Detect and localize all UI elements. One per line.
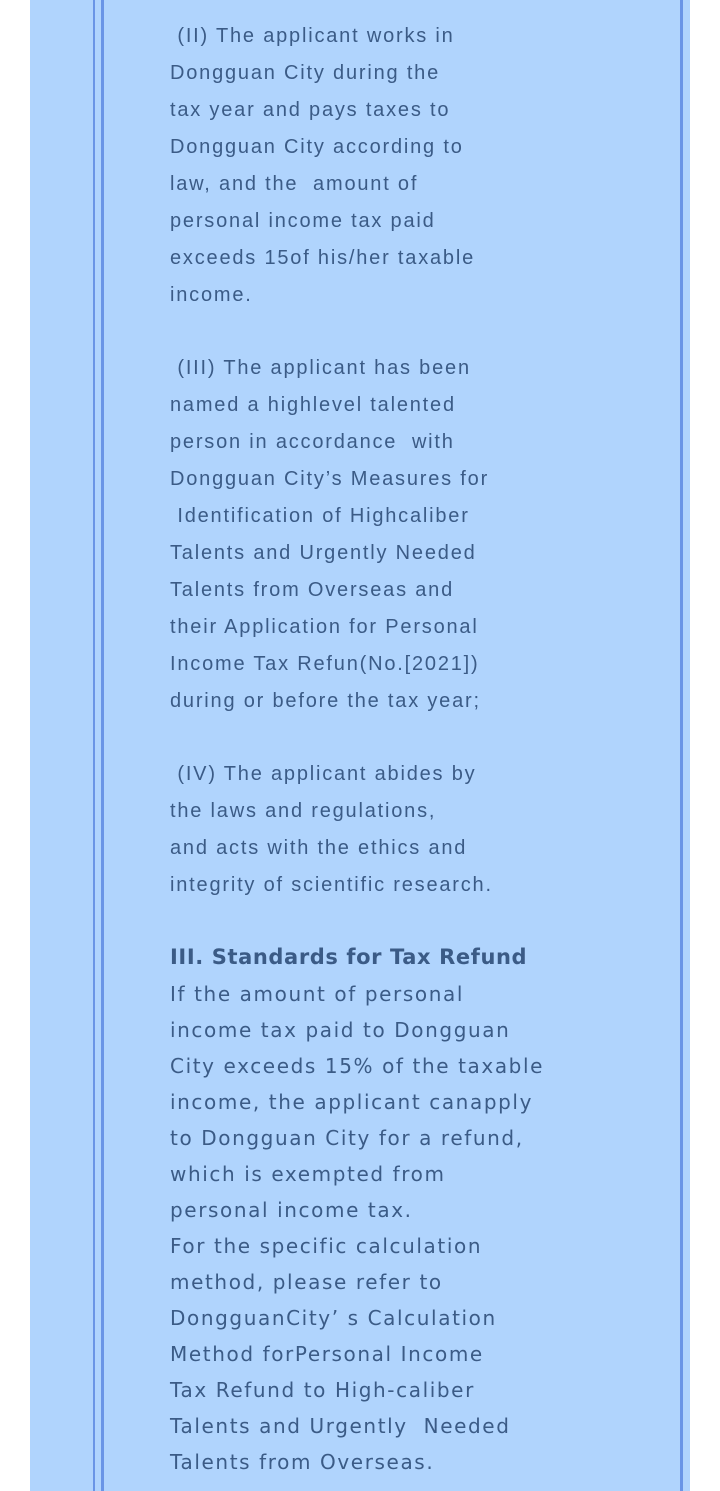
text-line: If the amount of personal (170, 982, 465, 1006)
text-line: Income Tax Refun(No.[2021]) (170, 653, 480, 675)
text-line: person in accordance with (170, 431, 455, 453)
text-line: (III) The applicant has been (170, 357, 471, 379)
text-line: exceeds 15of his/her taxable (170, 247, 476, 269)
text-line: and acts with the ethics and (170, 837, 468, 859)
text-line: personal income tax. (170, 1198, 413, 1222)
text-line: City exceeds 15% of the taxable (170, 1054, 545, 1078)
right-border-line (680, 0, 683, 1491)
text-line: Talents from Overseas. (170, 1450, 435, 1474)
text-line: For the specific calculation (170, 1234, 483, 1258)
text-line: income. (170, 284, 253, 306)
text-line: Dongguan City during the (170, 62, 441, 84)
text-line: to Dongguan City for a refund, (170, 1126, 524, 1150)
text-line: tax year and pays taxes to (170, 99, 451, 121)
text-line: Talents and Urgently Needed (170, 1414, 511, 1438)
text-line: the laws and regulations, (170, 800, 437, 822)
text-line: (II) The applicant works in (170, 25, 455, 47)
text-line: during or before the tax year; (170, 690, 481, 712)
text-line: Identification of Highcaliber (170, 505, 470, 527)
text-line: Talents from Overseas and (170, 579, 454, 601)
text-line: Dongguan City’s Measures for (170, 468, 490, 490)
document-panel (30, 0, 690, 1491)
text-line: income tax paid to Dongguan (170, 1018, 511, 1042)
text-line: their Application for Personal (170, 616, 479, 638)
condition-iii-paragraph (170, 350, 489, 720)
standards-paragraph (170, 976, 544, 1480)
text-line: income, the applicant canapply (170, 1090, 533, 1114)
text-line: method, please refer to (170, 1270, 443, 1294)
text-line: law, and the amount of (170, 173, 419, 195)
section-heading: III. Standards for Tax Refund (170, 945, 528, 969)
text-line: Method forPersonal Income (170, 1342, 484, 1366)
text-line: named a highlevel talented (170, 394, 456, 416)
condition-ii-paragraph (170, 18, 475, 314)
text-line: Talents and Urgently Needed (170, 542, 477, 564)
text-line: (IV) The applicant abides by (170, 763, 477, 785)
condition-iv-paragraph (170, 756, 493, 904)
left-border-line-inner (101, 0, 104, 1491)
text-line: DongguanCity’ s Calculation (170, 1306, 497, 1330)
text-line: which is exempted from (170, 1162, 446, 1186)
text-line: integrity of scientific research. (170, 874, 493, 896)
text-line: personal income tax paid (170, 210, 436, 232)
text-line: Tax Refund to High-caliber (170, 1378, 475, 1402)
text-line: Dongguan City according to (170, 136, 464, 158)
left-border-line-outer (93, 0, 95, 1491)
